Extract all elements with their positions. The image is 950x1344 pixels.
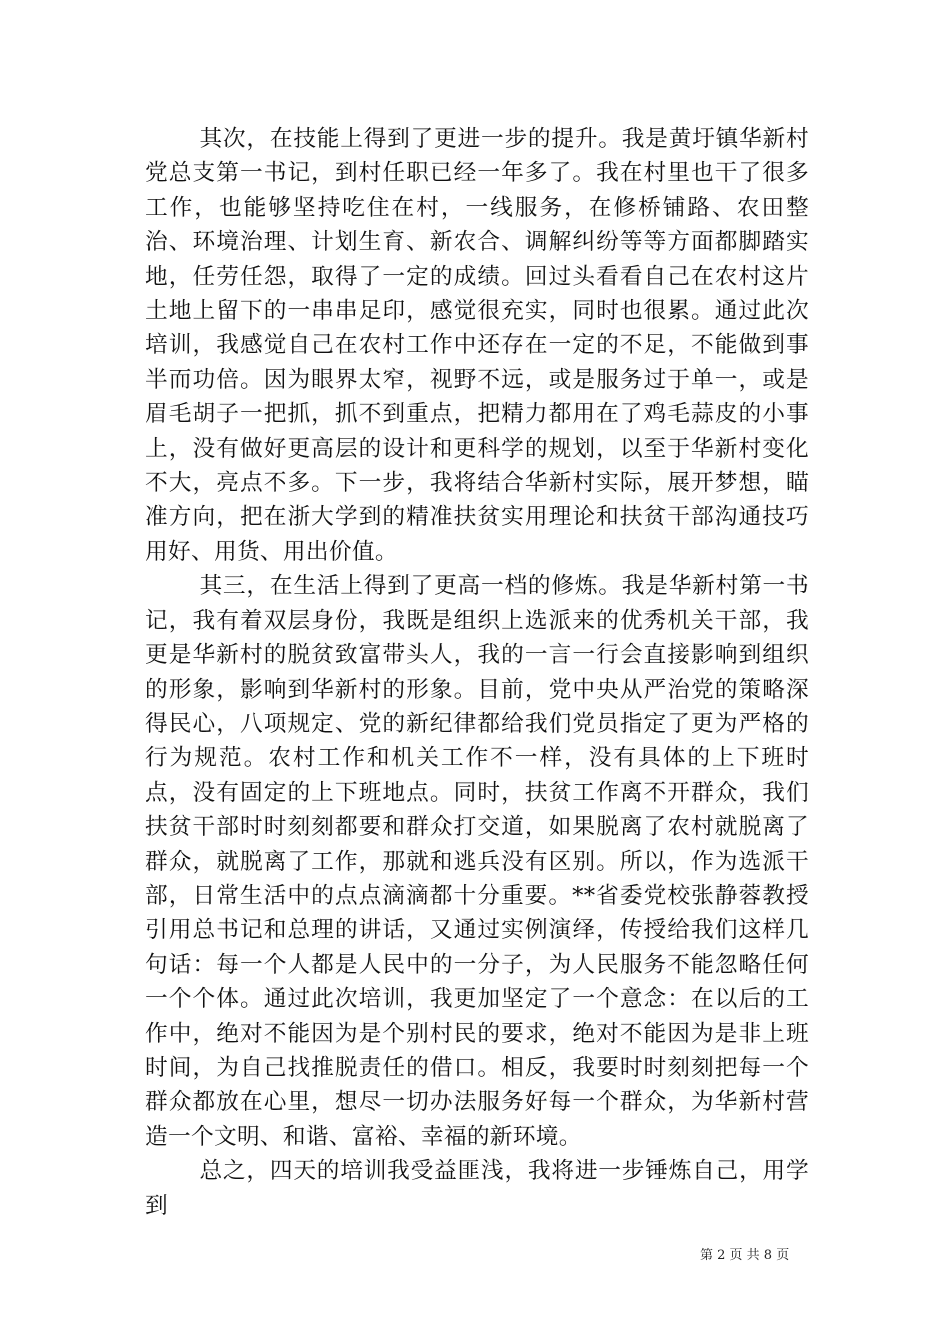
paragraph-skills: 其次，在技能上得到了更进一步的提升。我是黄圩镇华新村党总支第一书记，到村任职已经一年多了。我在村里也干了很多工作，也能够坚持吃住在村，一线服务，在修桥铺路、农田整治、环境治理、计划生育、新农合、调解纠纷等等方面都脚踏实地，任劳任怨，取得了一定的成绩。回过头看看自己在农村这片土地上留下的一串串足印，感觉很充实，同时也很累。通过此次培训，我感觉自己在农村工作中还存在一定的不足，不能做到事半而功倍。因为眼界太窄，视野不远，或是服务过于单一，或是眉毛胡子一把抓，抓不到重点，把精力都用在了鸡毛蒜皮的小事上，没有做好更高层的设计和更科学的规划，以至于华新村变化不大，亮点不多。下一步，我将结合华新村实际，展开梦想，瞄准方向，把在浙大学到的精准扶贫实用理论和扶贫干部沟通技巧用好、用货、用出价值。 bbox=[145, 126, 809, 565]
paragraph-conclusion: 总之，四天的培训我受益匪浅，我将进一步锤炼自己，用学到 bbox=[145, 1158, 809, 1219]
body-text bbox=[145, 122, 809, 1223]
paragraph-life: 其三，在生活上得到了更高一档的修炼。我是华新村第一书记，我有着双层身份，我既是组织上选派来的优秀机关干部，我更是华新村的脱贫致富带头人，我的一言一行会直接影响到组织的形象，影响到华新村的形象。目前，党中央从严治党的策略深得民心，八项规定、党的新纪律都给我们党员指定了更为严格的行为规范。农村工作和机关工作不一样，没有具体的上下班时点，没有固定的上下班地点。同时，扶贫工作离不开群众，我们扶贫干部时时刻刻都要和群众打交道，如果脱离了农村就脱离了群众，就脱离了工作，那就和逃兵没有区别。所以，作为选派干部，日常生活中的点点滴滴都十分重要。**省委党校张静蓉教授引用总书记和总理的讲话，又通过实例演绎，传授给我们这样几句话：每一个人都是人民中的一分子，为人民服务不能忽略任何一个个体。通过此次培训，我更加坚定了一个意念：在以后的工作中，绝对不能因为是个别村民的要求，绝对不能因为是非上班时间，为自己找推脱责任的借口。相反，我要时时刻刻把每一个群众都放在心里，想尽一切办法服务好每一个群众，为华新村营造一个文明、和谐、富裕、幸福的新环境。 bbox=[145, 573, 809, 1150]
page-number-footer: 第 2 页 共 8 页 bbox=[700, 1248, 790, 1263]
